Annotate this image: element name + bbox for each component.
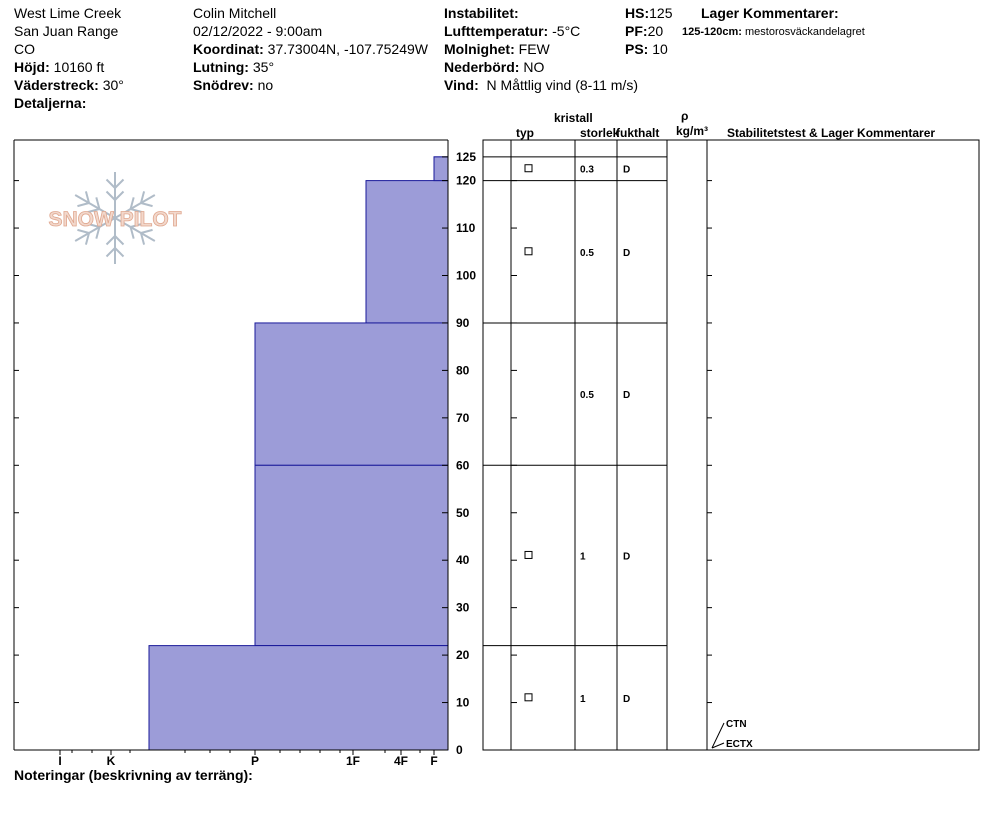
layer-comment-text: mestorosväckandelagret	[745, 26, 865, 38]
hardness-layer-bar	[255, 323, 448, 465]
ps-label: PS:	[625, 41, 649, 57]
hardness-tick-label: I	[58, 754, 62, 768]
snowflake-branch	[107, 236, 115, 244]
moisture-value: D	[623, 164, 631, 176]
air-temp-label: Lufttemperatur:	[444, 23, 549, 39]
size-header: storlek	[580, 126, 620, 140]
hardness-tick-label: P	[250, 754, 260, 768]
hardness-tick-label: 1F	[345, 754, 361, 768]
density-symbol: ρ	[681, 109, 689, 123]
range-name: San Juan Range	[14, 23, 119, 39]
observation-datetime: 02/12/2022 - 9:00am	[193, 23, 323, 39]
height-tick-label: 40	[456, 553, 470, 568]
logo-text: SNOW PILOT	[48, 208, 182, 231]
height-tick-label: 20	[456, 648, 470, 663]
snowflake-branch	[107, 248, 115, 256]
height-tick-label: 30	[456, 600, 470, 615]
wind-label: Vind:	[444, 77, 479, 93]
stability-test-label: CTN	[726, 719, 747, 730]
coord-value: 37.73004N, -107.75249W	[267, 41, 428, 57]
grain-type-icon	[525, 165, 532, 172]
snowflake-branch	[107, 192, 115, 200]
precip-label: Nederbörd:	[444, 59, 520, 75]
moisture-value: D	[623, 247, 631, 259]
drift-label: Snödrev:	[193, 77, 254, 93]
hardness-layer-bar	[149, 646, 448, 750]
snowflake-branch	[107, 180, 115, 188]
hardness-layer-bar	[255, 465, 448, 645]
height-tick-label: 90	[456, 315, 470, 330]
drift-value: no	[257, 77, 274, 93]
height-tick-label: 0	[456, 743, 463, 757]
height-tick-label: 50	[456, 505, 470, 520]
density-unit: kg/m³	[676, 124, 709, 138]
moisture-value: D	[623, 551, 631, 563]
layer-comments-label: Lager Kommentarer:	[701, 5, 839, 21]
location-name: West Lime Creek	[14, 5, 122, 21]
snowpilot-logo	[49, 172, 182, 264]
layer-table	[483, 140, 979, 750]
hardness-layer-bar	[366, 181, 448, 323]
hardness-plot-area	[14, 140, 448, 768]
aspect-value: 30°	[102, 77, 124, 93]
height-tick-label: 100	[456, 268, 477, 283]
grain-size-value: 0.5	[580, 247, 594, 259]
grain-size-value: 0.3	[580, 164, 594, 176]
height-tick-label: 60	[456, 458, 470, 473]
snowflake-branch	[115, 248, 123, 256]
type-header: typ	[516, 126, 534, 140]
hardness-tick-label: F	[430, 754, 438, 768]
stability-header: Stabilitetstest & Lager Kommentarer	[727, 126, 936, 140]
snowflake-branch	[115, 236, 123, 244]
wind-value: N Måttlig vind (8-11 m/s)	[486, 77, 638, 93]
grain-type-icon	[525, 551, 532, 558]
precip-value: NO	[523, 59, 545, 75]
grain-type-icon	[525, 694, 532, 701]
grain-size-value: 1	[580, 551, 586, 563]
moisture-header: fukthalt	[616, 126, 660, 140]
pf-value: 20	[647, 23, 664, 39]
hs-label: HS:	[625, 5, 650, 21]
height-tick-label: 125	[456, 149, 477, 164]
observer-name: Colin Mitchell	[193, 5, 277, 21]
moisture-value: D	[623, 693, 631, 705]
layer-comment-range: 125-120cm:	[682, 26, 742, 38]
slope-label: Lutning:	[193, 59, 249, 75]
stability-test-label: ECTX	[726, 739, 753, 750]
grain-type-icon	[525, 248, 532, 255]
cloud-label: Molnighet:	[444, 41, 515, 57]
height-tick-label: 80	[456, 363, 470, 378]
hs-value: 125	[649, 5, 673, 21]
slope-value: 35°	[252, 59, 275, 75]
state-name: CO	[14, 41, 35, 57]
hardness-layer-bar	[434, 157, 448, 181]
crystal-header: kristall	[554, 111, 593, 125]
instability-label: Instabilitet:	[444, 5, 519, 21]
elevation-label: Höjd:	[14, 59, 50, 75]
details-label: Detaljerna:	[14, 95, 87, 111]
snowflake-branch	[115, 192, 123, 200]
pf-label: PF:	[625, 23, 648, 39]
moisture-value: D	[623, 390, 631, 402]
coord-label: Koordinat:	[193, 41, 264, 57]
elevation-value: 10160 ft	[53, 59, 105, 75]
snowflake-branch	[77, 203, 89, 206]
height-tick-label: 110	[456, 221, 476, 236]
height-tick-label: 10	[456, 695, 470, 710]
grain-size-value: 0.5	[580, 390, 594, 402]
hardness-tick-label: 4F	[393, 754, 409, 768]
table-frame	[483, 140, 979, 750]
air-temp-value: -5°C	[552, 23, 581, 39]
height-tick-label: 70	[456, 410, 470, 425]
snowflake-branch	[141, 203, 153, 206]
ps-value: 10	[652, 41, 668, 57]
snowflake-branch	[115, 180, 123, 188]
hardness-tick-label: K	[106, 754, 116, 768]
aspect-label: Väderstreck:	[14, 77, 99, 93]
height-tick-label: 120	[456, 173, 477, 188]
cloud-value: FEW	[518, 41, 550, 57]
grain-size-value: 1	[580, 693, 586, 705]
notes-label: Noteringar (beskrivning av terräng):	[14, 767, 253, 783]
